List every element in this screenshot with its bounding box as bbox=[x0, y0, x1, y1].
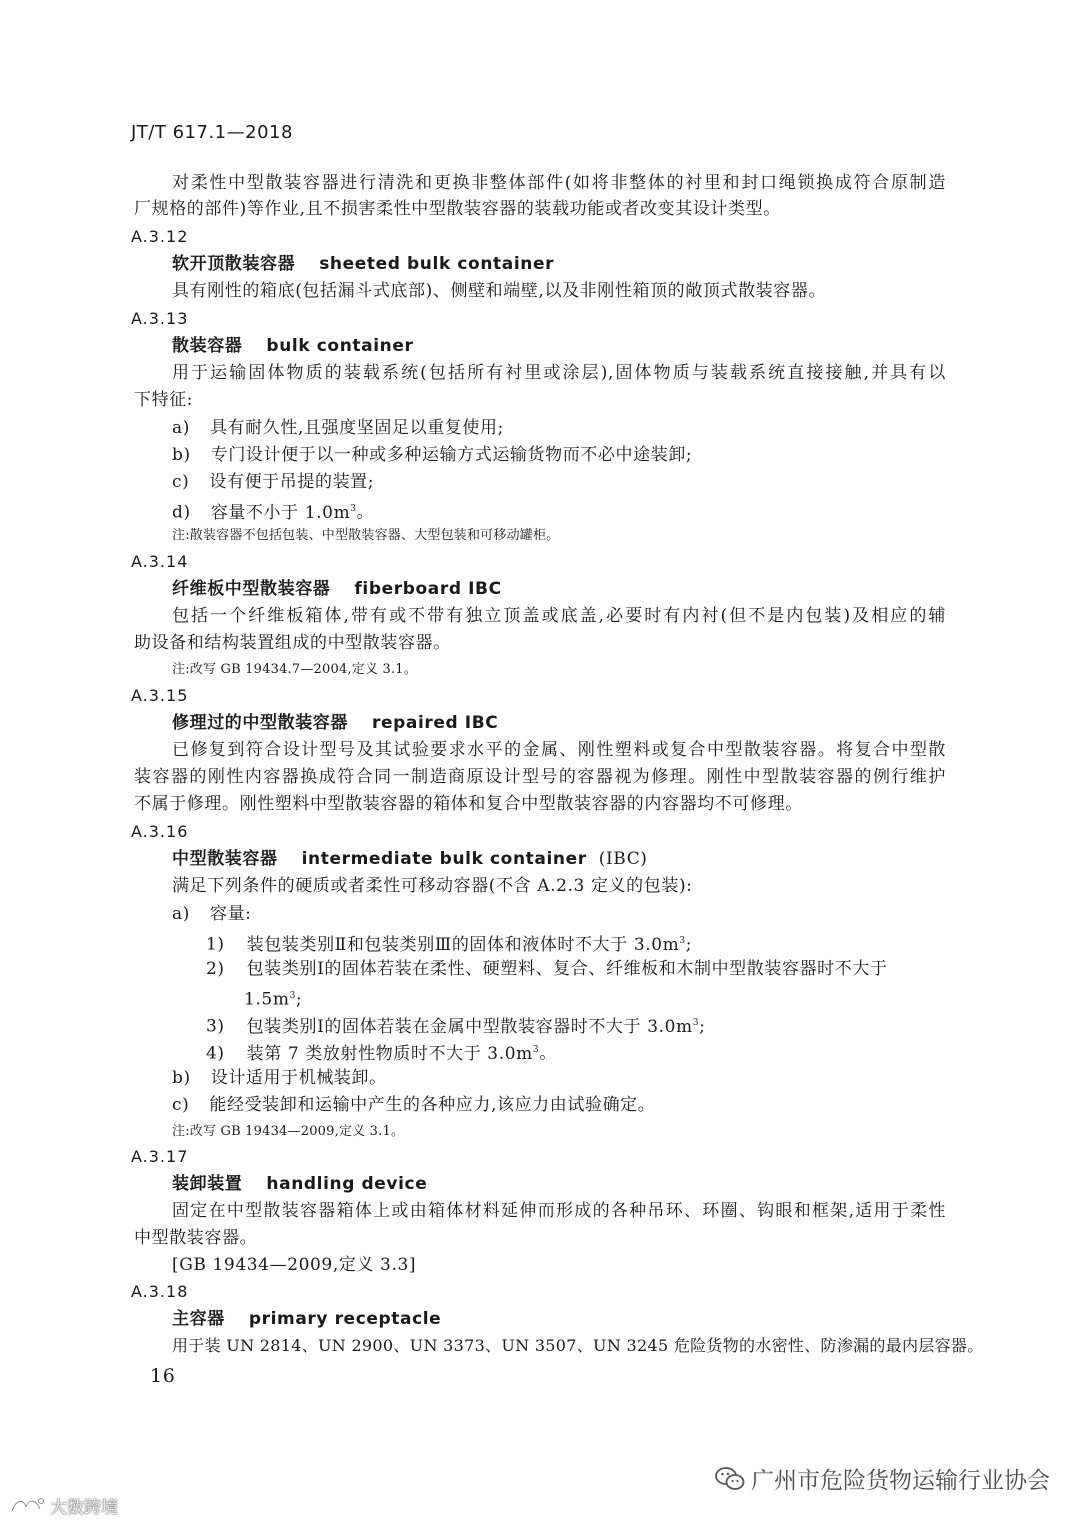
definition-text: 满足下列条件的硬质或者柔性可移动容器(不含 A.2.3 定义的包装): bbox=[172, 876, 693, 896]
note: 注:散装容器不包括包装、中型散装容器、大型包装和可移动罐柜。 bbox=[172, 528, 560, 543]
standard-code: JT/T 617.1—2018 bbox=[131, 122, 293, 143]
list-item bbox=[172, 498, 374, 524]
list-marker: 3) bbox=[206, 1016, 225, 1037]
punctuation: ; bbox=[295, 989, 303, 1010]
clause-number: A.3.15 bbox=[131, 686, 189, 705]
term-heading bbox=[172, 335, 413, 357]
watermark-text: 广州市危险货物运输行业协会 bbox=[751, 1468, 1050, 1494]
list-marker: d) bbox=[172, 502, 191, 523]
source-reference: [GB 19434—2009,定义 3.3] bbox=[172, 1255, 417, 1275]
body-text-line: 对柔性中型散装容器进行清洗和更换非整体部件(如将非整体的衬里和封口绳锁换成符合原制造 bbox=[172, 173, 946, 193]
definition-text: 已修复到符合设计型号及其试验要求水平的金属、刚性塑料或复合中型散装容器。将复合中型散 bbox=[172, 740, 946, 760]
note: 注:改写 GB 19434—2009,定义 3.1。 bbox=[172, 1124, 405, 1139]
term-cn: 装卸装置 bbox=[172, 1174, 243, 1194]
list-item-text: 包装类别Ⅰ的固体若装在柔性、硬塑料、复合、纤维板和木制中型散装容器时不大于 bbox=[246, 959, 888, 979]
term-en: repaired IBC bbox=[372, 713, 499, 733]
clause-number: A.3.14 bbox=[131, 552, 189, 571]
punctuation: ; bbox=[685, 934, 693, 955]
brand-watermark bbox=[10, 1493, 118, 1522]
definition-text: 下特征: bbox=[134, 390, 194, 410]
note: 注:改写 GB 19434.7—2004,定义 3.1。 bbox=[172, 662, 417, 677]
term-en: fiberboard IBC bbox=[354, 579, 502, 599]
punctuation: ; bbox=[699, 1016, 706, 1037]
list-marker: a) bbox=[172, 904, 190, 924]
term-heading bbox=[172, 1173, 427, 1195]
term-heading bbox=[172, 1308, 441, 1330]
definition-text: 用于装 UN 2814、UN 2900、UN 3373、UN 3507、UN 3245 危险货物的水密性、防渗漏的最内层容器。 bbox=[172, 1336, 984, 1355]
list-item bbox=[172, 417, 504, 439]
term-en: intermediate bulk container bbox=[301, 849, 587, 869]
list-item-text: 能经受装卸和运输中产生的各种应力,该应力由试验确定。 bbox=[209, 1095, 656, 1115]
term-cn: 散装容器 bbox=[172, 336, 243, 356]
definition-text: 具有刚性的箱底(包括漏斗式底部)、侧壁和端壁,以及非刚性箱顶的敞顶式散装容器。 bbox=[172, 281, 827, 301]
definition-text: 不属于修理。刚性塑料中型散装容器的箱体和复合中型散装容器的内容器均不可修理。 bbox=[134, 794, 803, 814]
term-cn: 中型散装容器 bbox=[172, 849, 278, 869]
list-item-text: 容量: bbox=[209, 904, 252, 924]
list-marker: c) bbox=[172, 1095, 190, 1115]
list-item-text: 专门设计便于以一种或多种运输方式运输货物而不必中途装卸; bbox=[210, 445, 693, 465]
list-marker: 2) bbox=[206, 959, 225, 979]
list-item-text: 包装类别Ⅰ的固体若装在金属中型散装容器时不大于 3.0m bbox=[246, 1016, 693, 1037]
superscript: 3 bbox=[289, 991, 296, 1001]
list-item bbox=[172, 1094, 655, 1116]
term-heading bbox=[172, 848, 648, 870]
list-item bbox=[172, 1067, 387, 1089]
definition-text: 助设备和结构装置组成的中型散装容器。 bbox=[134, 633, 451, 653]
list-marker: c) bbox=[172, 472, 190, 492]
definition-text: 中型散装容器。 bbox=[134, 1228, 258, 1248]
sub-list-item bbox=[206, 1012, 705, 1038]
clause-number: A.3.12 bbox=[131, 227, 189, 246]
term-cn: 修理过的中型散装容器 bbox=[172, 713, 348, 733]
term-heading bbox=[172, 253, 554, 275]
superscript: 3 bbox=[679, 936, 686, 946]
wechat-icon bbox=[715, 1466, 745, 1498]
body-text-line: 厂规格的部件)等作业,且不损害柔性中型散装容器的装载功能或者改变其设计类型。 bbox=[134, 199, 781, 219]
list-item-text: 装包装类别Ⅱ和包装类别Ⅲ的固体和液体时不大于 3.0m bbox=[246, 934, 680, 955]
list-marker: a) bbox=[172, 418, 190, 438]
term-cn: 纤维板中型散装容器 bbox=[172, 579, 331, 599]
term-en: primary receptacle bbox=[248, 1309, 442, 1329]
list-item-text: 设计适用于机械装卸。 bbox=[210, 1068, 387, 1088]
clause-number: A.3.18 bbox=[131, 1282, 189, 1301]
wechat-watermark bbox=[715, 1462, 1050, 1498]
term-en: bulk container bbox=[266, 336, 414, 356]
list-item bbox=[172, 471, 374, 493]
term-en: handling device bbox=[266, 1174, 428, 1194]
clause-number: A.3.17 bbox=[131, 1147, 189, 1166]
term-heading bbox=[172, 712, 498, 734]
list-marker: b) bbox=[172, 1068, 191, 1088]
list-item-text: 具有耐久性,且强度坚固足以重复使用; bbox=[209, 418, 504, 438]
page-number: 16 bbox=[150, 1365, 176, 1387]
sub-list-item bbox=[206, 930, 692, 956]
sub-list-item-continued bbox=[244, 985, 302, 1011]
list-item bbox=[172, 903, 252, 925]
list-marker: 4) bbox=[206, 1043, 225, 1064]
definition-text: 包括一个纤维板箱体,带有或不带有独立顶盖或底盖,必要时有内衬(但不是内包装)及相应的辅 bbox=[172, 606, 946, 626]
term-abbreviation: (IBC) bbox=[598, 849, 648, 869]
term-cn: 主容器 bbox=[172, 1309, 225, 1329]
list-item-text: 1.5m bbox=[244, 989, 290, 1010]
superscript: 3 bbox=[532, 1045, 540, 1055]
watermark-text: 大数跨境 bbox=[50, 1498, 118, 1518]
term-en: sheeted bulk container bbox=[319, 254, 555, 274]
sub-list-item bbox=[206, 958, 888, 980]
definition-text: 用于运输固体物质的装载系统(包括所有衬里或涂层),固体物质与装载系统直接接触,并具有以 bbox=[172, 363, 946, 383]
ocean-wave-icon bbox=[10, 1495, 44, 1522]
definition-text: 装容器的刚性内容器换成符合同一制造商原设计型号的容器视为修理。刚性中型散装容器的例行维护 bbox=[134, 767, 946, 787]
term-heading bbox=[172, 578, 502, 600]
punctuation: 。 bbox=[539, 1043, 557, 1064]
superscript: 3 bbox=[350, 504, 357, 514]
sub-list-item bbox=[206, 1039, 557, 1065]
list-item-text: 容量不小于 1.0m bbox=[210, 502, 351, 523]
term-cn: 软开顶散装容器 bbox=[172, 254, 296, 274]
list-item-text: 装第 7 类放射性物质时不大于 3.0m bbox=[246, 1043, 533, 1064]
superscript: 3 bbox=[692, 1018, 700, 1028]
list-item-text: 设有便于吊提的装置; bbox=[209, 472, 375, 492]
clause-number: A.3.13 bbox=[131, 309, 189, 328]
punctuation: 。 bbox=[356, 502, 375, 523]
list-marker: 1) bbox=[206, 934, 225, 955]
list-item bbox=[172, 444, 692, 466]
list-marker: b) bbox=[172, 445, 191, 465]
clause-number: A.3.16 bbox=[131, 822, 189, 841]
definition-text: 固定在中型散装容器箱体上或由箱体材料延伸而形成的各种吊环、环圈、钩眼和框架,适用于柔性 bbox=[172, 1201, 946, 1221]
